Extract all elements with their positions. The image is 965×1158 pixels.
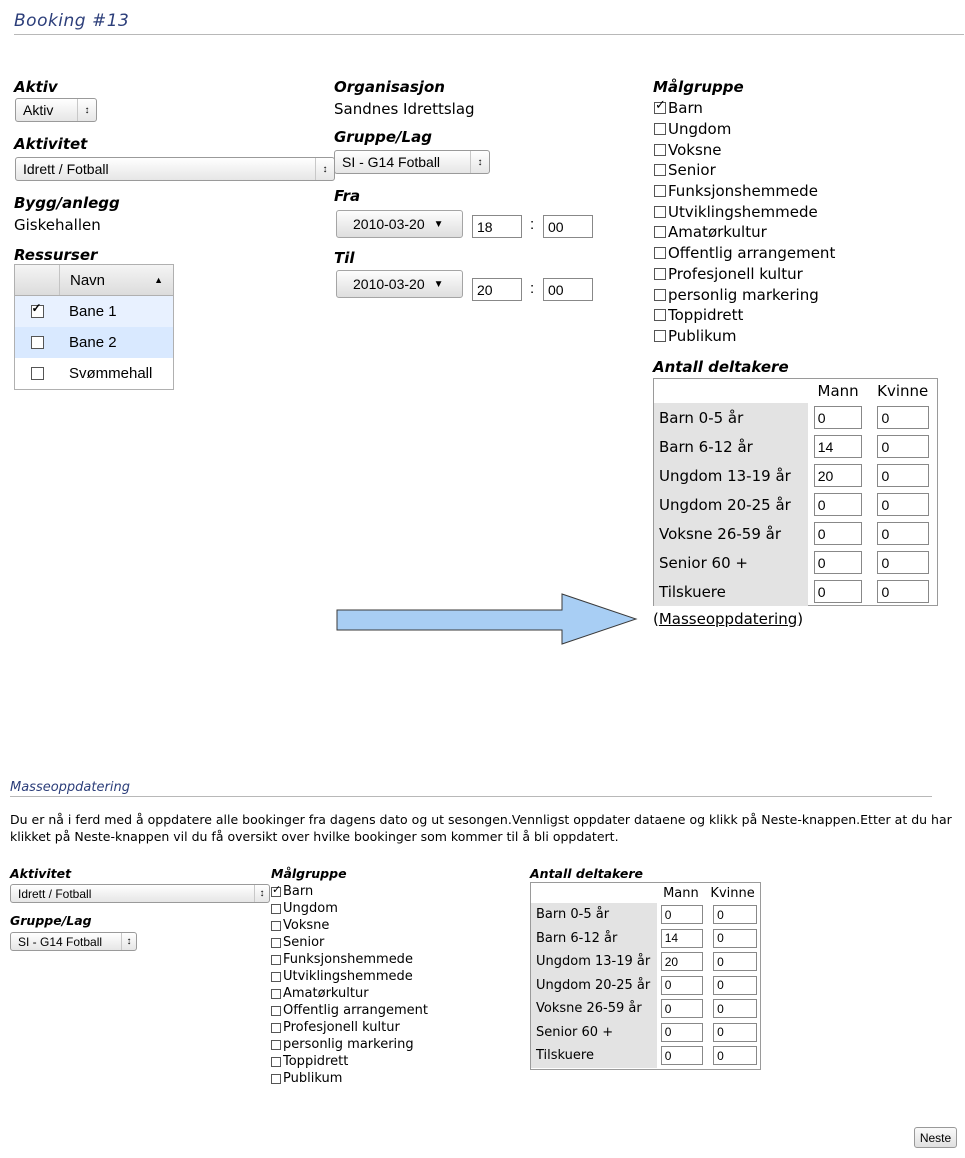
ressurser-label: Ressurser	[14, 246, 98, 264]
malgruppe-item[interactable]	[654, 98, 874, 119]
malgruppe-list	[654, 98, 874, 346]
malgruppe-item-label: Voksne	[668, 140, 722, 159]
masse-mann-input[interactable]	[661, 976, 703, 995]
malgruppe-checkbox[interactable]	[654, 289, 666, 301]
malgruppe-item[interactable]	[654, 222, 874, 243]
masse-malgruppe-checkbox[interactable]	[271, 904, 281, 914]
ressurs-checkbox[interactable]	[31, 305, 44, 318]
caret-down-icon: ▼	[433, 278, 444, 290]
til-hour-input[interactable]	[472, 278, 522, 301]
malgruppe-item[interactable]	[654, 201, 874, 222]
ressurs-name: Bane 1	[69, 303, 117, 320]
status-select[interactable]	[15, 98, 97, 122]
masse-malgruppe-item-label: Publikum	[283, 1071, 343, 1086]
malgruppe-checkbox[interactable]	[654, 268, 666, 280]
chevron-updown-icon: ↕	[77, 99, 96, 121]
ressurs-checkbox[interactable]	[31, 367, 44, 380]
masse-gruppe-value: SI - G14 Fotball	[18, 934, 103, 949]
masse-aktivitet-select[interactable]	[10, 884, 270, 903]
kvinne-input[interactable]	[877, 406, 929, 429]
masse-mann-input[interactable]	[661, 929, 703, 948]
masse-deltaker-category: Senior 60 +	[531, 1021, 657, 1045]
masse-malgruppe-checkbox[interactable]	[271, 989, 281, 999]
masse-deltaker-category: Tilskuere	[531, 1044, 657, 1068]
malgruppe-checkbox[interactable]	[654, 226, 666, 238]
malgruppe-label: Målgruppe	[653, 78, 744, 96]
malgruppe-item[interactable]	[654, 181, 874, 202]
masse-malgruppe-item[interactable]	[271, 934, 471, 951]
malgruppe-checkbox[interactable]	[654, 144, 666, 156]
masse-description: Du er nå i ferd med å oppdatere alle bookinger fra dagens dato og ut sesongen.Vennligst oppdater dataene og klikk på Neste-knappen.Etter at du har klikket på Neste-knappen vil du få oversikt over hvilke bookinger som kommer til å bli oppdatert.	[10, 812, 952, 844]
masse-deltakere-table	[530, 882, 761, 1070]
malgruppe-checkbox[interactable]	[654, 164, 666, 176]
masse-kvinne-input[interactable]	[713, 999, 757, 1018]
masse-malgruppe-item-label: Toppidrett	[283, 1054, 349, 1069]
masse-kvinne-input[interactable]	[713, 1046, 757, 1065]
malgruppe-checkbox[interactable]	[654, 102, 666, 114]
malgruppe-checkbox[interactable]	[654, 206, 666, 218]
ressurs-name: Svømmehall	[69, 365, 153, 382]
deltaker-category: Senior 60 +	[654, 548, 808, 577]
status-label: Aktiv	[14, 78, 58, 96]
masse-deltakere-label: Antall deltakere	[530, 866, 644, 881]
masse-malgruppe-item[interactable]	[271, 1070, 471, 1087]
masse-mann-input[interactable]	[661, 905, 703, 924]
kvinne-input[interactable]	[877, 551, 929, 574]
masse-gruppe-label: Gruppe/Lag	[10, 913, 92, 928]
til-label: Til	[334, 249, 355, 267]
malgruppe-item-label: Utviklingshemmede	[668, 202, 818, 221]
masse-malgruppe-item[interactable]	[271, 917, 471, 934]
kvinne-column-header: Kvinne	[877, 382, 929, 400]
malgruppe-item-label: Amatørkultur	[668, 223, 767, 242]
masse-malgruppe-list	[271, 883, 471, 1087]
masse-deltaker-category: Ungdom 13-19 år	[531, 950, 657, 974]
sort-asc-icon: ▲	[154, 275, 163, 285]
malgruppe-item-label: Profesjonell kultur	[668, 264, 803, 283]
malgruppe-item-label: Senior	[668, 161, 716, 180]
ressurs-name: Bane 2	[69, 334, 117, 351]
mann-input[interactable]	[814, 406, 862, 429]
masse-malgruppe-item-label: Voksne	[283, 918, 330, 933]
malgruppe-item-label: Offentlig arrangement	[668, 244, 836, 263]
gruppe-select-value: SI - G14 Fotball	[342, 154, 441, 170]
masseoppdatering-link[interactable]: Masseoppdatering	[658, 610, 798, 628]
malgruppe-item-label: personlig markering	[668, 285, 819, 304]
masse-malgruppe-item[interactable]	[271, 1036, 471, 1053]
masse-mann-input[interactable]	[661, 1046, 703, 1065]
deltaker-category: Tilskuere	[654, 577, 808, 606]
kvinne-input[interactable]	[877, 493, 929, 516]
organisasjon-value: Sandnes Idrettslag	[334, 100, 475, 118]
ressurser-checkbox-column	[15, 265, 60, 295]
masse-malgruppe-checkbox[interactable]	[271, 1006, 281, 1016]
masse-deltaker-category: Barn 0-5 år	[531, 903, 657, 927]
masse-malgruppe-item[interactable]	[271, 1053, 471, 1070]
ressurs-row[interactable]	[15, 358, 173, 389]
masse-malgruppe-item-label: Barn	[283, 884, 314, 899]
fra-label: Fra	[334, 187, 361, 205]
fra-hour-input[interactable]	[472, 215, 522, 238]
malgruppe-item-label: Barn	[668, 99, 703, 118]
til-minute-input[interactable]	[543, 278, 593, 301]
chevron-updown-icon: ↕	[121, 933, 136, 950]
masse-deltaker-category: Ungdom 20-25 år	[531, 974, 657, 998]
malgruppe-checkbox[interactable]	[654, 247, 666, 259]
kvinne-input[interactable]	[877, 464, 929, 487]
deltakere-corner	[654, 379, 808, 403]
masse-kvinne-input[interactable]	[713, 905, 757, 924]
masse-divider	[10, 796, 932, 797]
mann-input[interactable]	[814, 580, 862, 603]
bygg-value: Giskehallen	[14, 216, 101, 234]
masse-mann-column-header: Mann	[663, 885, 699, 901]
malgruppe-checkbox[interactable]	[654, 123, 666, 135]
masse-malgruppe-item[interactable]	[271, 883, 471, 900]
masse-malgruppe-item-label: personlig markering	[283, 1037, 414, 1052]
masse-malgruppe-item[interactable]	[271, 900, 471, 917]
time-separator: :	[530, 280, 535, 297]
deltaker-category: Voksne 26-59 år	[654, 519, 808, 548]
navn-column-label: Navn	[70, 271, 106, 289]
bygg-label: Bygg/anlegg	[14, 194, 120, 212]
aktivitet-select-value: Idrett / Fotball	[23, 161, 109, 177]
malgruppe-item-label: Ungdom	[668, 120, 732, 139]
organisasjon-label: Organisasjon	[334, 78, 445, 96]
gruppe-label: Gruppe/Lag	[334, 128, 432, 146]
masse-malgruppe-item-label: Senior	[283, 935, 325, 950]
masse-title: Masseoppdatering	[10, 780, 130, 795]
masse-malgruppe-checkbox[interactable]	[271, 1040, 281, 1050]
ressurs-row[interactable]	[15, 296, 173, 327]
paren-open: (	[653, 610, 659, 628]
page-title: Booking #13	[14, 11, 130, 31]
deltakere-table	[653, 378, 938, 606]
malgruppe-item-label: Funksjonshemmede	[668, 182, 818, 201]
malgruppe-item[interactable]	[654, 326, 874, 347]
masse-malgruppe-item[interactable]	[271, 951, 471, 968]
masse-malgruppe-item[interactable]	[271, 968, 471, 985]
ressurs-row[interactable]	[15, 327, 173, 358]
malgruppe-item[interactable]	[654, 160, 874, 181]
neste-button[interactable]: Neste	[914, 1127, 957, 1148]
time-separator: :	[530, 216, 535, 233]
mann-input[interactable]	[814, 435, 862, 458]
malgruppe-item-label: Publikum	[668, 326, 737, 345]
masse-kvinne-column-header: Kvinne	[710, 885, 755, 901]
masse-kvinne-input[interactable]	[713, 1023, 757, 1042]
masse-malgruppe-item[interactable]	[271, 1019, 471, 1036]
deltaker-category: Ungdom 13-19 år	[654, 461, 808, 490]
right-arrow-annotation	[334, 590, 640, 650]
gruppe-select[interactable]	[334, 150, 490, 174]
masse-malgruppe-checkbox[interactable]	[271, 972, 281, 982]
malgruppe-item[interactable]	[654, 305, 874, 326]
masse-mann-input[interactable]	[661, 1023, 703, 1042]
chevron-updown-icon: ↕	[470, 151, 489, 173]
masse-malgruppe-checkbox[interactable]	[271, 938, 281, 948]
kvinne-input[interactable]	[877, 435, 929, 458]
masse-deltaker-category: Voksne 26-59 år	[531, 997, 657, 1021]
masse-malgruppe-checkbox[interactable]	[271, 921, 281, 931]
masse-malgruppe-checkbox[interactable]	[271, 955, 281, 965]
masse-kvinne-input[interactable]	[713, 929, 757, 948]
masse-malgruppe-item-label: Ungdom	[283, 901, 338, 916]
status-select-value: Aktiv	[23, 102, 54, 118]
masse-kvinne-input[interactable]	[713, 976, 757, 995]
malgruppe-checkbox[interactable]	[654, 185, 666, 197]
masse-gruppe-select[interactable]	[10, 932, 137, 951]
til-date-button[interactable]	[336, 270, 463, 298]
deltaker-category: Ungdom 20-25 år	[654, 490, 808, 519]
deltaker-category: Barn 0-5 år	[654, 403, 808, 432]
malgruppe-item[interactable]	[654, 243, 874, 264]
mann-input[interactable]	[814, 551, 862, 574]
masse-malgruppe-item-label: Utviklingshemmede	[283, 969, 413, 984]
deltaker-category: Barn 6-12 år	[654, 432, 808, 461]
mann-input[interactable]	[814, 464, 862, 487]
masse-malgruppe-item-label: Amatørkultur	[283, 986, 369, 1001]
chevron-updown-icon: ↕	[315, 158, 334, 180]
ressurser-table	[14, 264, 174, 390]
malgruppe-item[interactable]	[654, 119, 874, 140]
ressurs-checkbox[interactable]	[31, 336, 44, 349]
chevron-updown-icon: ↕	[254, 885, 269, 902]
malgruppe-item[interactable]	[654, 264, 874, 285]
malgruppe-checkbox[interactable]	[654, 330, 666, 342]
fra-date-button[interactable]	[336, 210, 463, 238]
kvinne-input[interactable]	[877, 580, 929, 603]
masse-malgruppe-item[interactable]	[271, 1002, 471, 1019]
mann-input[interactable]	[814, 493, 862, 516]
masse-malgruppe-checkbox[interactable]	[271, 1074, 281, 1084]
masse-malgruppe-checkbox[interactable]	[271, 1057, 281, 1067]
masse-mann-input[interactable]	[661, 952, 703, 971]
caret-down-icon: ▼	[433, 218, 444, 230]
deltakere-label: Antall deltakere	[653, 358, 789, 376]
masse-malgruppe-checkbox[interactable]	[271, 887, 281, 897]
masse-malgruppe-item-label: Offentlig arrangement	[283, 1003, 429, 1018]
masse-aktivitet-label: Aktivitet	[10, 866, 72, 881]
malgruppe-item[interactable]	[654, 139, 874, 160]
malgruppe-checkbox[interactable]	[654, 309, 666, 321]
kvinne-input[interactable]	[877, 522, 929, 545]
masse-malgruppe-item[interactable]	[271, 985, 471, 1002]
paren-close: )	[797, 610, 804, 628]
masse-malgruppe-item-label: Profesjonell kultur	[283, 1020, 400, 1035]
ressurser-table-header	[15, 265, 173, 296]
title-divider	[14, 34, 964, 35]
masse-malgruppe-checkbox[interactable]	[271, 1023, 281, 1033]
fra-date-value: 2010-03-20	[353, 216, 425, 232]
masse-mann-input[interactable]	[661, 999, 703, 1018]
masseoppdatering-link-wrap	[653, 610, 803, 628]
til-date-value: 2010-03-20	[353, 276, 425, 292]
masse-deltaker-category: Barn 6-12 år	[531, 927, 657, 951]
masse-aktivitet-value: Idrett / Fotball	[18, 886, 92, 901]
fra-minute-input[interactable]	[543, 215, 593, 238]
masse-malgruppe-item-label: Funksjonshemmede	[283, 952, 413, 967]
navn-column-header[interactable]	[60, 265, 173, 295]
aktivitet-label: Aktivitet	[14, 135, 88, 153]
aktivitet-select[interactable]	[15, 157, 335, 181]
malgruppe-item[interactable]	[654, 284, 874, 305]
masse-deltakere-corner	[531, 883, 657, 903]
masse-malgruppe-label: Målgruppe	[271, 866, 347, 881]
mann-column-header: Mann	[817, 382, 859, 400]
masse-kvinne-input[interactable]	[713, 952, 757, 971]
mann-input[interactable]	[814, 522, 862, 545]
malgruppe-item-label: Toppidrett	[668, 306, 744, 325]
